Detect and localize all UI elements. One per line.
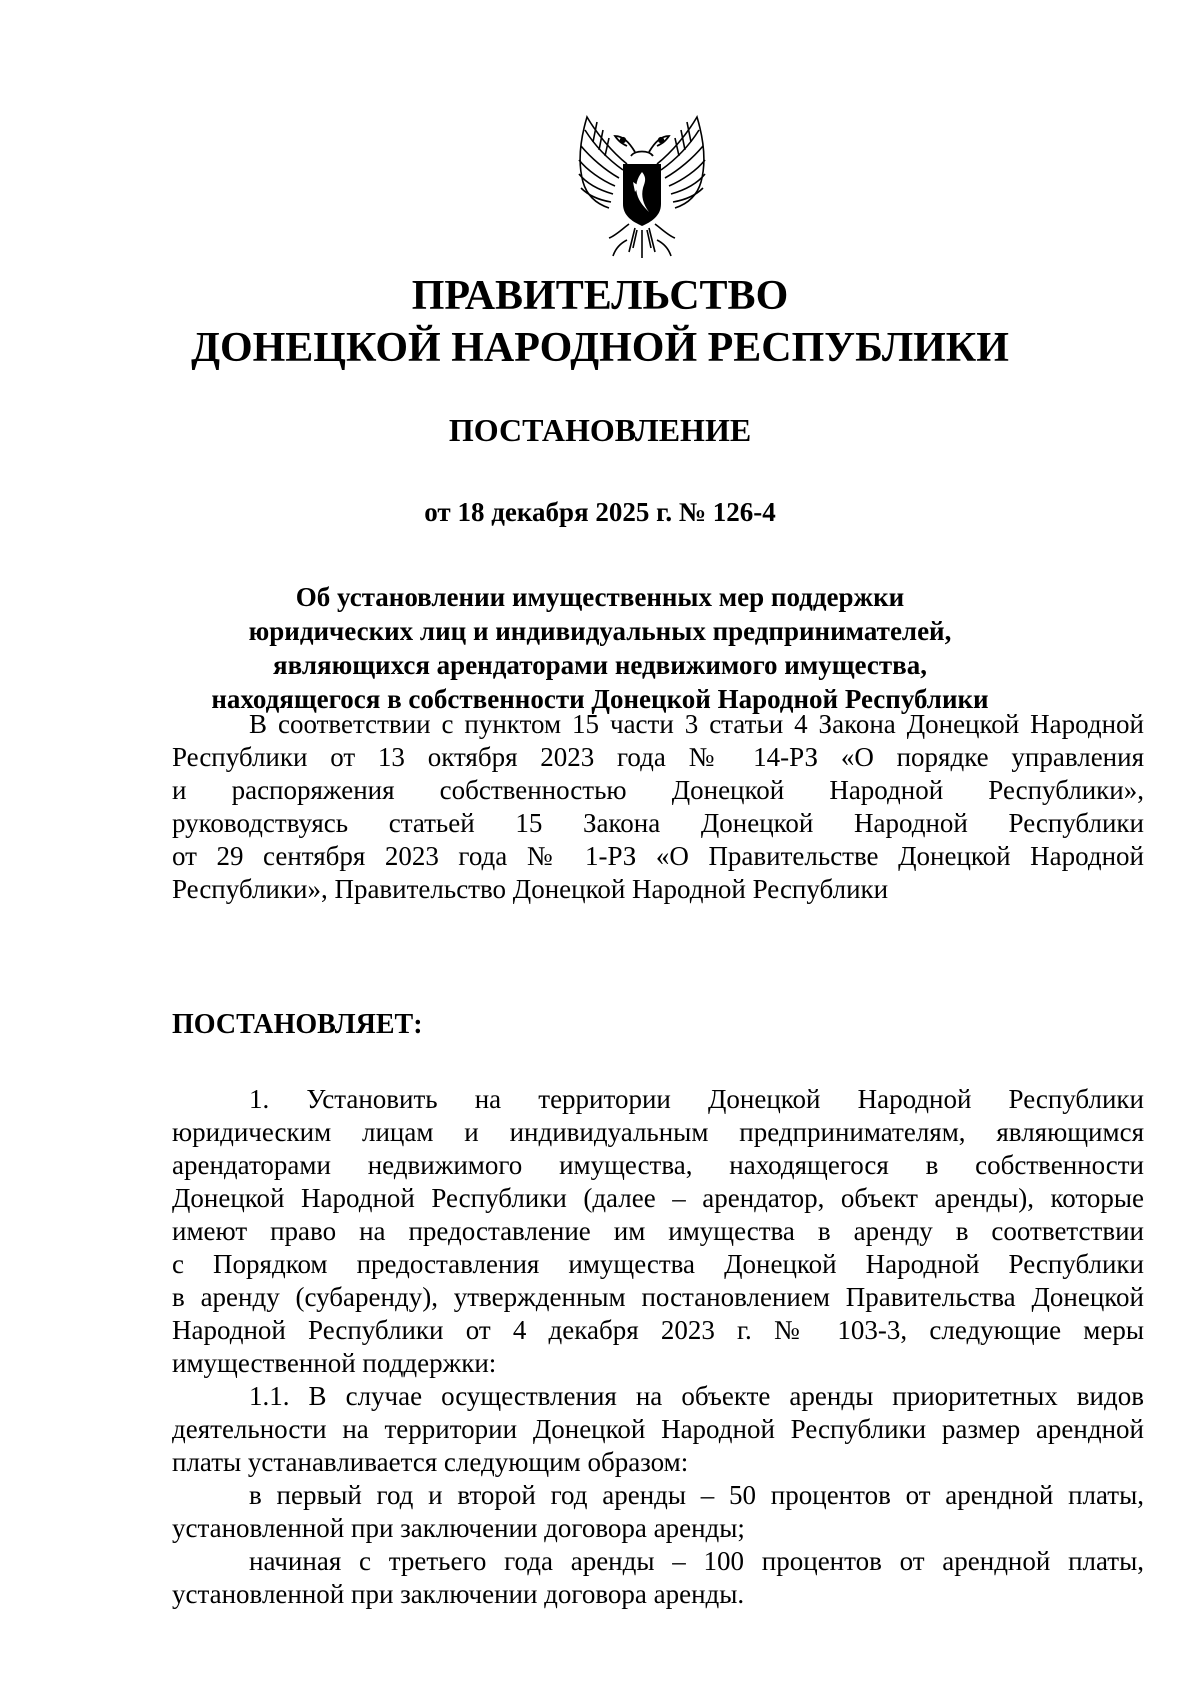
decree-heading: ПОСТАНОВЛЯЕТ: (172, 1009, 423, 1040)
rate-first-second-year-paragraph (172, 1479, 1144, 1545)
preamble-line: от 29 сентября 2023 года № 1-РЗ «О Правительстве Донецкой Народной (172, 841, 1144, 871)
rate-line: установленной при заключении договора аренды. (172, 1579, 745, 1609)
document-subject (150, 580, 1050, 716)
preamble-line: Республики от 13 октября 2023 года № 14-РЗ «О порядке управления (172, 742, 1144, 772)
rate-line: установленной при заключении договора аренды; (172, 1513, 745, 1543)
item-1-1-line: 1.1. В случае осуществления на объекте аренды приоритетных видов (249, 1381, 1144, 1411)
preamble-line: В соответствии с пунктом 15 части 3 статьи 4 Закона Донецкой Народной (249, 709, 1144, 739)
item-1-paragraph (172, 1083, 1144, 1380)
item-1-line: имеют право на предоставление им имущества в аренду в соответствии (172, 1216, 1144, 1246)
document-type: ПОСТАНОВЛЕНИЕ (448, 412, 752, 448)
rate-line: начиная с третьего года аренды – 100 процентов от арендной платы, (249, 1546, 1144, 1576)
government-name-line-2: ДОНЕЦКОЙ НАРОДНОЙ РЕСПУБЛИКИ (191, 325, 1009, 371)
item-1-line: Донецкой Народной Республики (далее – арендатор, объект аренды), которые (172, 1183, 1144, 1213)
right-wing-icon (657, 117, 705, 208)
document-date-number: от 18 декабря 2025 г. № 126-4 (424, 497, 776, 527)
preamble-line: и распоряжения собственностью Донецкой Народной Республики», (172, 775, 1144, 805)
item-1-line: арендаторами недвижимого имущества, находящегося в собственности (172, 1150, 1144, 1180)
item-1-line: юридическим лицам и индивидуальным предпринимателям, являющимся (172, 1117, 1144, 1147)
preamble-paragraph (172, 708, 1144, 906)
item-1-line: Народной Республики от 4 декабря 2023 г. № 103-3, следующие меры (172, 1315, 1144, 1345)
preamble-line: Республики», Правительство Донецкой Народной Республики (172, 874, 889, 904)
item-1-line: 1. Установить на территории Донецкой Народной Республики (249, 1084, 1144, 1114)
coat-of-arms-emblem (557, 112, 727, 264)
rate-from-third-year-paragraph (172, 1545, 1144, 1611)
item-1-1-paragraph (172, 1380, 1144, 1479)
item-1-line: имущественной поддержки: (172, 1348, 497, 1378)
item-1-1-line: деятельности на территории Донецкой Народной Республики размер арендной (172, 1414, 1144, 1444)
item-1-1-line: платы устанавливается следующим образом: (172, 1447, 689, 1477)
subject-line: находящегося в собственности Донецкой Народной Республики (211, 684, 989, 714)
subject-line: юридических лиц и индивидуальных предпринимателей, (248, 616, 952, 646)
eagle-heads-icon (615, 136, 669, 156)
government-name-line-1: ПРАВИТЕЛЬСТВО (411, 273, 789, 319)
left-wing-icon (579, 117, 627, 208)
eagle-tail-icon (609, 224, 675, 258)
rate-line: в первый год и второй год аренды – 50 процентов от арендной платы, (249, 1480, 1144, 1510)
item-1-line: с Порядком предоставления имущества Донецкой Народной Республики (172, 1249, 1144, 1279)
subject-line: Об установлении имущественных мер поддержки (295, 582, 905, 612)
preamble-line: руководствуясь статьей 15 Закона Донецкой Народной Республики (172, 808, 1144, 838)
shield-icon (623, 164, 661, 226)
subject-line: являющихся арендаторами недвижимого имущества, (273, 650, 927, 680)
item-1-line: в аренду (субаренду), утвержденным постановлением Правительства Донецкой (172, 1282, 1144, 1312)
